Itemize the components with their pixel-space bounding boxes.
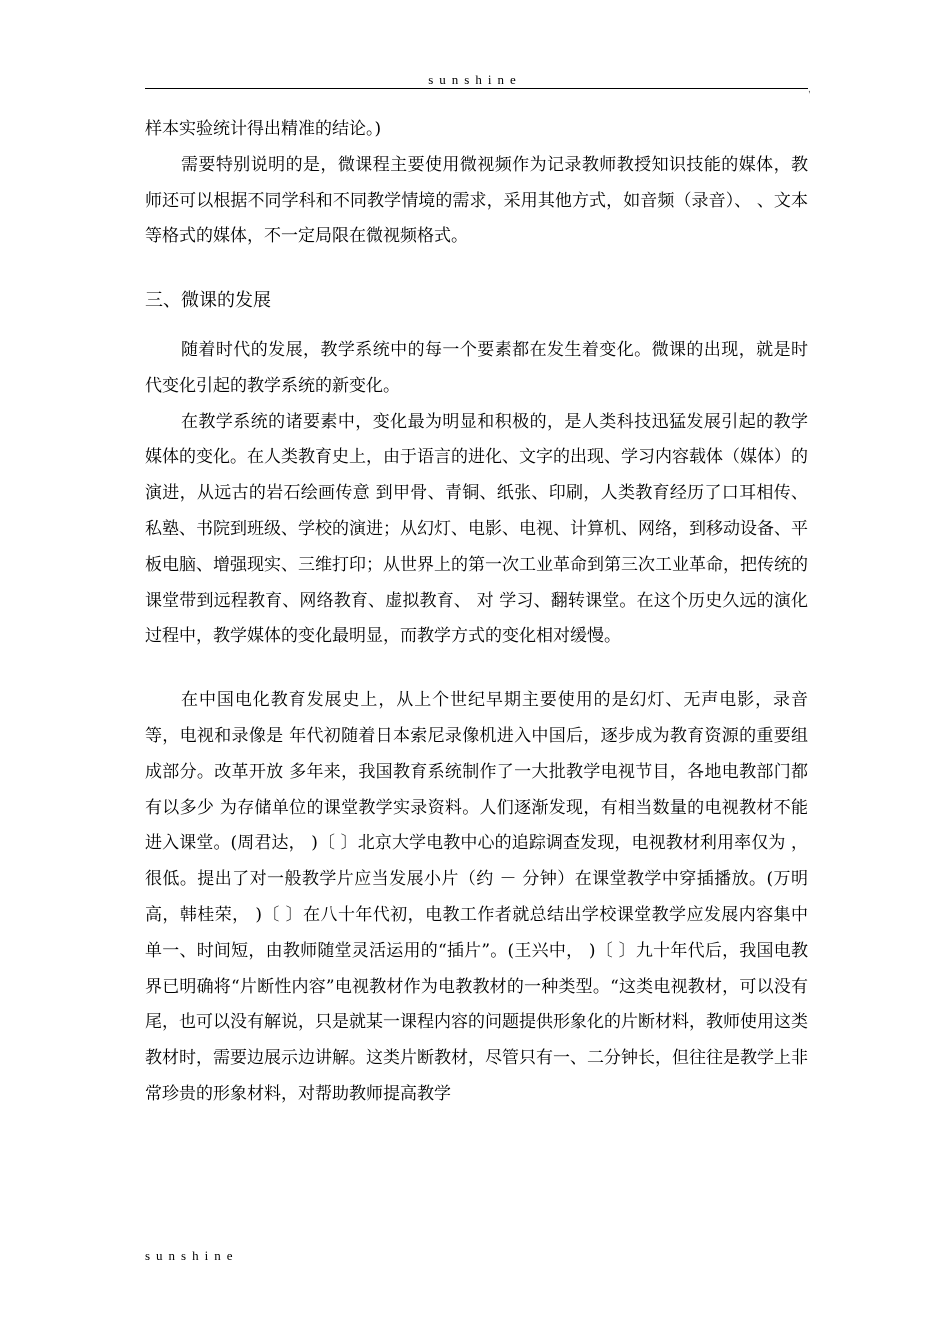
paragraph-continuation: 样本实验统计得出精准的结论。) [145,119,382,139]
header-rule [145,88,808,89]
document-body [145,112,808,1113]
section-heading: 三、微课的发展 [145,290,271,312]
paragraph-note: 需要特别说明的是，微课程主要使用微视频作为记录教师教授知识技能的媒体，教师还可以根据不同学科和不同教学情境的需求，采用其他方式，如音频（录音）、 、文本等格式的媒体，不一定局限在微视频格式。 [145,154,808,247]
page-footer: sunshine [145,1248,239,1263]
paragraph-china-history: 在中国电化教育发展史上，从上个世纪早期主要使用的是幻灯、无声电影，录音等，电视和录像是 年代初随着日本索尼录像机进入中国后，逐步成为教育资源的重要组成部分。改革开放 多年来，我国教育系统制作了一大批教学电视节目，各地电教部门都有以多少 为存储单位的课堂教学实录资料。人们逐渐发现，有相当数量的电视教材不能进入课堂。(周君达， )〔 〕北京大学电教中心的追踪调查发现，电视教材利用率仅为 ，很低。提出了对一般教学片应当发展小片（约 － 分钟）在课堂教学中穿插播放。(万明高，韩桂荣， )〔 〕在八十年代初，电教工作者就总结出学校课堂教学应发展内容集中单一、时间短，由教师随堂灵活运用的“插片”。(王兴中， )〔 〕九十年代后，我国电教界已明确将“片断性内容”电视教材作为电教教材的一种类型。“这类电视教材，可以没有尾，也可以没有解说，只是就某一课程内容的问题提供形象化的片断材料，教师使用这类教材时，需要边展示边讲解。这类片断教材，尽管只有一、二分钟长，但往往是教学上非常珍贵的形象材料，对帮助教师提高教学 [145,690,808,1104]
header-mark: , [808,84,811,95]
page-header: sunshine [428,72,522,87]
paragraph-media-history: 在教学系统的诸要素中，变化最为明显和积极的，是人类科技迅猛发展引起的教学媒体的变化。在人类教育史上，由于语言的进化、文字的出现、学习内容载体（媒体）的演进，从远古的岩石绘画传意 到甲骨、青铜、纸张、印刷，人类教育经历了口耳相传、私塾、书院到班级、学校的演进；从幻灯、电影、电视、计算机、网络，到移动设备、平板电脑、增强现实、三维打印；从世界上的第一次工业革命到第三次工业革命，把传统的课堂带到远程教育、网络教育、虚拟教育、 对 学习、翻转课堂。在这个历史久远的演化过程中，教学媒体的变化最明显，而教学方式的变化相对缓慢。 [145,411,808,647]
paragraph-era: 随着时代的发展，教学系统中的每一个要素都在发生着变化。微课的出现，就是时代变化引起的教学系统的新变化。 [145,339,808,396]
